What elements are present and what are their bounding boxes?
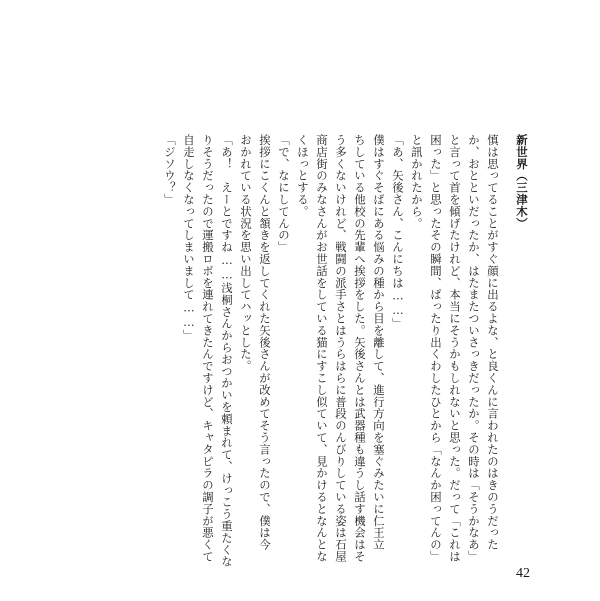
text-line: 挨拶にこくんと頷きを返してくれた矢後さんが改めてそう言ったので、僕は今	[258, 134, 272, 551]
text-line: 「ジソウ？」	[163, 134, 177, 206]
text-line: 商店街のみなさんがお世話をしている猫にすこし似ていて、見かけるとなんとな	[315, 134, 329, 563]
text-line: 「あ！ えーとですね……浅桐さんからおつかいを頼まれて、けっこう重たくな	[220, 134, 234, 568]
text-line: 慎は思ってることがすぐ顔に出るよな、と良くんに言われたのはきのうだった	[486, 134, 500, 551]
text-line: 自走しなくなってしまいまして……」	[182, 134, 196, 342]
text-line: と言って首を傾げたけれど、本当にそうかもしれないと思った。だって「これは	[448, 134, 462, 563]
text-line: りそうだったので運搬ロボを連れてきたんですけど、キャタピラの調子が悪くて	[201, 134, 215, 563]
text-line: 僕はすぐそばにある悩みの種から目を離して、進行方向を塞ぐみたいに仁王立	[372, 134, 386, 551]
page-number: 42	[516, 566, 530, 581]
text-line: くほっとする。	[296, 134, 310, 218]
text-line: おかれている状況を思い出してハッとした。	[239, 134, 253, 372]
text-line: う多くないけれど、戦闘の派手さとはうらはらに普段のんびりしている姿は石屋	[334, 134, 348, 563]
text-line: 「で、なにしてんの」	[277, 134, 291, 253]
text-line: 「あ、矢後さん、こんにちは……」	[391, 134, 405, 330]
text-line: 困った」と思ったその瞬間、ぱったり出くわしたひとから「なんか困ってんの」	[429, 134, 443, 563]
text-line: ちしている他校の先輩へ挨拶をした。矢後さんとは武器種も違うし話す機会はそ	[353, 134, 367, 563]
text-line: か、おとといだったか、はたまたついさっきだったか。その時は「そうかなあ」	[467, 134, 481, 563]
text-line: と訊かれたから。	[410, 134, 424, 230]
chapter-title: 新世界（三津木）	[515, 134, 529, 230]
